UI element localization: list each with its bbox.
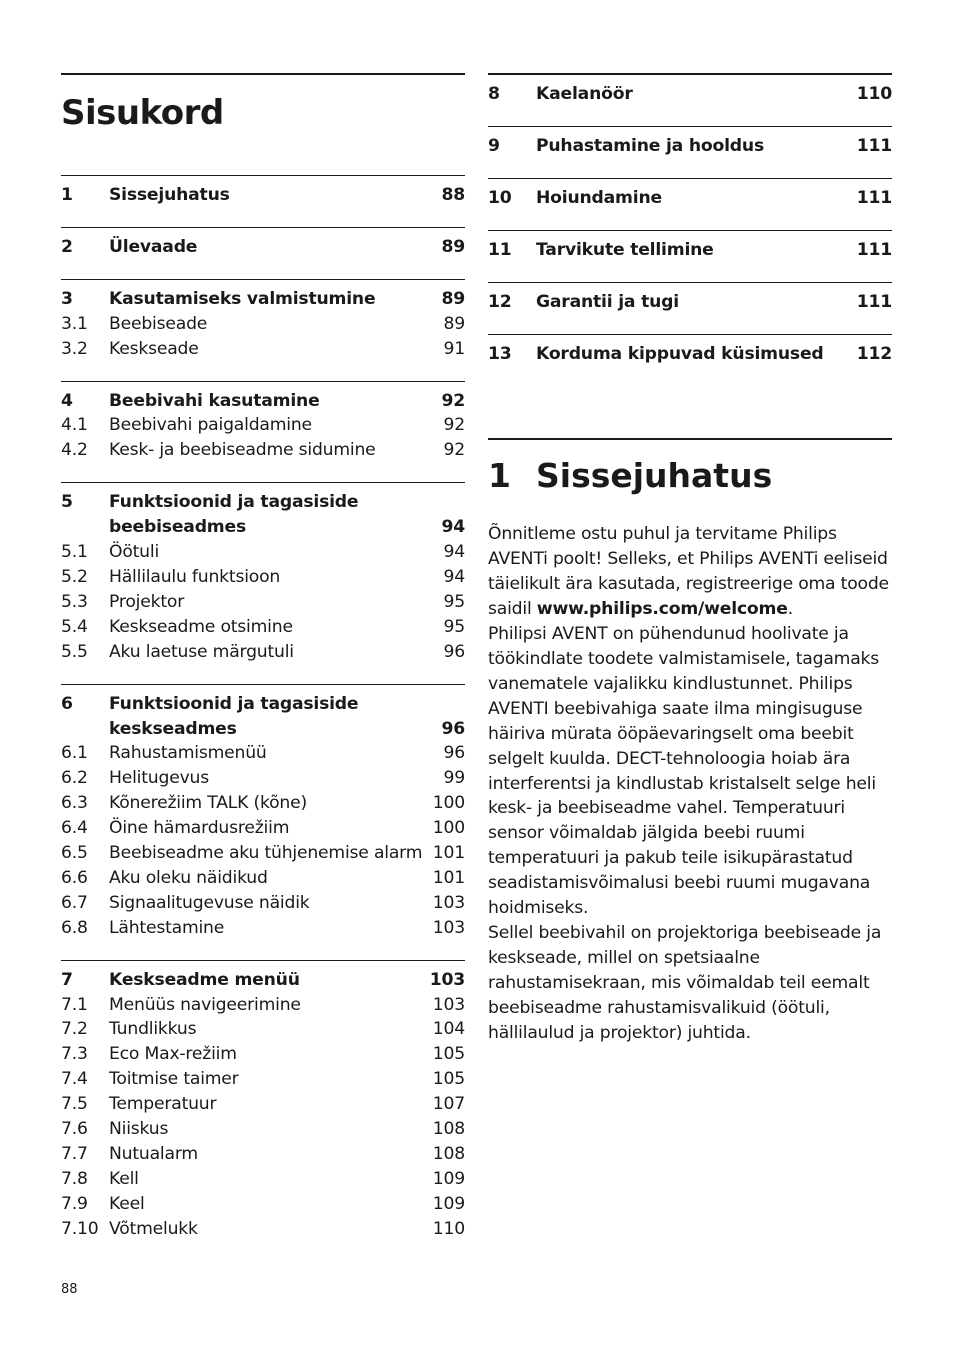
toc-entry-label: Nutualarm	[109, 1144, 198, 1164]
toc-entry-label: Puhastamine ja hooldus	[536, 135, 764, 156]
toc-chapter-entry[interactable]	[61, 183, 465, 208]
toc-subentry[interactable]	[61, 841, 465, 866]
toc-group	[61, 684, 465, 960]
toc-entry-label: Keskseadme menüü	[109, 969, 300, 990]
toc-entry-number: 5.3	[61, 591, 88, 612]
toc-entry-page: 112	[856, 343, 892, 364]
toc-entry-label: Ülevaade	[109, 236, 198, 257]
toc-subentry[interactable]	[61, 438, 465, 463]
toc-group	[61, 175, 465, 227]
toc-entry-page: 111	[856, 291, 892, 312]
toc-entry-label: Kaelanöör	[536, 84, 633, 104]
toc-entry-page: 111	[856, 187, 892, 208]
toc-entry-page: 94	[443, 566, 465, 587]
paragraph-3: Sellel beebivahil on projektoriga beebiseade ja keskseade, millel on spetsiaalne rahustamisekraan, mis võimaldab teil eemalt beebiseadme rahustamisvalikuid (öötuli, hällilaulud ja projektor) juhtida.	[488, 922, 882, 1043]
toc-entry-number: 3.2	[61, 338, 88, 359]
toc-right-column	[488, 73, 892, 1045]
toc-subentry[interactable]	[61, 741, 465, 766]
toc-entry-label: Helitugevus	[109, 768, 209, 789]
toc-entry-number: 9	[488, 135, 500, 156]
toc-entry-label: Tundlikkus	[109, 1019, 197, 1040]
toc-entry-label: Kõnerežiim TALK (kõne)	[109, 793, 308, 814]
toc-entry-label: Aku laetuse märgutuli	[109, 641, 294, 662]
toc-entry-number: 7.5	[61, 1094, 88, 1115]
toc-entry-label: Beebivahi kasutamine	[109, 390, 320, 411]
toc-entry-page: 91	[443, 338, 465, 359]
toc-group	[61, 482, 465, 683]
toc-entry-page: 100	[432, 793, 465, 814]
toc-entry-number: 6.6	[61, 867, 88, 888]
toc-entry-number: 6.5	[61, 843, 88, 864]
toc-entry-label: Võtmelukk	[109, 1218, 198, 1239]
toc-entry-page: 89	[443, 313, 465, 334]
toc-entry-number: 5.2	[61, 566, 88, 587]
toc-chapter-entry[interactable]	[61, 235, 465, 260]
toc-entry-page: 99	[443, 768, 465, 789]
toc-group	[61, 381, 465, 483]
toc-entry-label: Beebiseadme aku tühjenemise alarm	[109, 843, 423, 864]
toc-subentry[interactable]	[61, 640, 465, 665]
toc-entry-page: 89	[441, 288, 465, 309]
toc-chapter-entry-continued[interactable]	[61, 515, 465, 540]
toc-entry-page: 110	[432, 1218, 465, 1239]
toc-entry-label: Kell	[109, 1168, 139, 1189]
toc-entry-page: 101	[432, 867, 465, 888]
toc-entry-page: 104	[432, 1019, 465, 1040]
page-number: 88	[61, 1282, 78, 1297]
toc-entry-label: Rahustamismenüü	[109, 743, 267, 764]
toc-entry-number: 5.1	[61, 542, 88, 563]
section-title: Sissejuhatus	[536, 456, 773, 496]
section-number: 1	[488, 456, 511, 496]
toc-entry-label: Hällilaulu funktsioon	[109, 566, 281, 587]
toc-entry-label: Öine hämardusrežiim	[109, 818, 290, 839]
toc-title: Sisukord	[61, 93, 224, 133]
toc-group	[488, 230, 892, 282]
toc-group	[61, 227, 465, 279]
toc-subentry[interactable]	[61, 337, 465, 362]
toc-entry-page: 103	[432, 917, 465, 938]
toc-entry-label: Beebivahi paigaldamine	[109, 415, 312, 436]
toc-chapter-entry[interactable]	[488, 290, 892, 315]
toc-entry-number: 7	[61, 969, 73, 990]
toc-entry-page: 100	[432, 818, 465, 839]
welcome-link[interactable]: www.philips.com/welcome	[536, 599, 788, 620]
toc-entry-label: Garantii ja tugi	[536, 291, 679, 312]
toc-entry-label: Kesk- ja beebiseadme sidumine	[109, 440, 376, 461]
toc-entry-label: Projektor	[109, 591, 185, 612]
toc-entry-label: Aku oleku näidikud	[109, 867, 268, 888]
toc-entry-label: Funktsioonid ja tagasiside	[109, 693, 359, 714]
toc-subentry[interactable]	[61, 590, 465, 615]
toc-entry-page: 103	[429, 969, 465, 990]
toc-entry-number: 4.2	[61, 440, 88, 461]
toc-entry-label: beebiseadmes	[109, 517, 246, 538]
toc-entry-number: 6.2	[61, 768, 88, 789]
toc-entry-page: 111	[856, 135, 892, 156]
toc-entry-page: 101	[432, 843, 465, 864]
toc-entry-label: Keskseade	[109, 338, 199, 359]
toc-group	[61, 279, 465, 381]
intro-suffix: .	[787, 599, 793, 620]
toc-entry-number: 1	[61, 185, 73, 205]
toc-subentry[interactable]	[61, 816, 465, 841]
toc-entry-label: Menüüs navigeerimine	[109, 994, 301, 1015]
toc-entry-number: 4.1	[61, 415, 88, 436]
toc-entry-label: Tarvikute tellimine	[536, 239, 714, 260]
toc-right-entries	[488, 73, 892, 385]
toc-entry-number: 7.8	[61, 1168, 88, 1189]
toc-entry-label: Beebiseade	[109, 313, 208, 334]
toc-entry-page: 96	[441, 718, 465, 739]
toc-entry-page: 109	[432, 1193, 465, 1214]
toc-entry-page: 107	[432, 1094, 465, 1115]
toc-chapter-entry[interactable]	[61, 287, 465, 312]
toc-entry-page: 105	[432, 1069, 465, 1090]
toc-entry-page: 95	[443, 591, 465, 612]
toc-group	[488, 73, 892, 126]
toc-left-column	[61, 73, 465, 1261]
toc-chapter-entry[interactable]	[61, 389, 465, 414]
toc-entry-page: 96	[443, 743, 465, 764]
toc-subentry[interactable]	[61, 891, 465, 916]
toc-entry-number: 2	[61, 236, 73, 257]
toc-subentry[interactable]	[61, 565, 465, 590]
toc-subentry[interactable]	[61, 615, 465, 640]
toc-entry-label: Funktsioonid ja tagasiside	[109, 492, 359, 513]
toc-entry-page: 109	[432, 1168, 465, 1189]
toc-entry-label: Eco Max-režiim	[109, 1044, 237, 1065]
toc-entry-number: 6.8	[61, 917, 88, 938]
toc-chapter-entry[interactable]	[488, 134, 892, 159]
toc-subentry[interactable]	[61, 1042, 465, 1067]
toc-entry-number: 7.10	[61, 1218, 99, 1239]
toc-entry-number: 5.4	[61, 616, 88, 637]
toc-entry-page: 103	[432, 994, 465, 1015]
toc-entry-number: 3.1	[61, 313, 88, 334]
toc-entry-page: 103	[432, 892, 465, 913]
toc-entry-label: Lähtestamine	[109, 917, 225, 938]
toc-entry-page: 94	[443, 542, 465, 563]
toc-chapter-entry-continued[interactable]	[61, 717, 465, 742]
toc-entry-number: 6.3	[61, 793, 88, 814]
intro-text: Õnnitleme ostu puhul ja tervitame Philips AVENTi poolt! Selleks, et Philips AVENTi eeliseid täielikult ära kasutada, registreerige oma toode saidil	[488, 524, 889, 620]
toc-entry-number: 5	[61, 492, 73, 513]
toc-chapter-entry[interactable]	[61, 692, 465, 717]
toc-entry-label: Keel	[109, 1193, 145, 1214]
toc-entry-number: 12	[488, 291, 512, 312]
toc-chapter-entry[interactable]	[61, 490, 465, 515]
toc-entry-page: 108	[432, 1119, 465, 1140]
toc-subentry[interactable]	[61, 916, 465, 941]
toc-entry-number: 7.4	[61, 1069, 88, 1090]
toc-chapter-entry[interactable]	[488, 82, 892, 107]
toc-entry-page: 108	[432, 1144, 465, 1164]
toc-entry-number: 7.1	[61, 994, 88, 1015]
toc-entry-number: 6	[61, 693, 73, 714]
toc-group	[488, 334, 892, 386]
toc-entry-number: 11	[488, 239, 512, 260]
toc-subentry[interactable]	[61, 1142, 465, 1167]
toc-subentry[interactable]	[61, 312, 465, 337]
toc-chapter-entry[interactable]	[488, 186, 892, 211]
toc-entry-label: Keskseadme otsimine	[109, 616, 293, 637]
paragraph-2: Philipsi AVENT on pühendunud hoolivate ja töökindlate toodete valmistamisele, tagamaks vanematele vajalikku kindlustunnet. Philips AVENTI beebivahiga saate ilma mingisuguse häiriva mürata ööpäevaringselt oma beebit selgelt kuulda. DECT-tehnoloogia hoiab ära interferentsi ja kindlustab kristalselt selge heli kesk- ja beebiseadme vahel. Temperatuuri sensor võimaldab jälgida beebi ruumi temperatuuri ja pakub teile isikupärastatud seadistamisvõimalusi beebi ruumi mugavana hoidmiseks.	[488, 624, 880, 919]
toc-subentry[interactable]	[61, 413, 465, 438]
toc-entry-page: 92	[443, 440, 465, 461]
toc-entry-page: 110	[856, 84, 892, 104]
toc-entry-number: 7.6	[61, 1119, 88, 1140]
toc-entry-label: Temperatuur	[109, 1094, 217, 1115]
toc-entry-number: 7.3	[61, 1044, 88, 1065]
toc-entry-label: Signaalitugevuse näidik	[109, 892, 310, 913]
section-heading	[488, 440, 892, 522]
toc-entry-page: 88	[441, 185, 465, 205]
toc-chapter-entry[interactable]	[488, 342, 892, 367]
toc-entry-number: 6.4	[61, 818, 88, 839]
toc-chapter-entry[interactable]	[488, 238, 892, 263]
toc-subentry[interactable]	[61, 866, 465, 891]
toc-entry-number: 8	[488, 84, 500, 104]
toc-entry-number: 5.5	[61, 641, 88, 662]
toc-subentry[interactable]	[61, 766, 465, 791]
toc-entry-number: 6.1	[61, 743, 88, 764]
toc-entry-number: 4	[61, 390, 73, 411]
toc-subentry[interactable]	[61, 1192, 465, 1217]
toc-entry-page: 89	[441, 236, 465, 257]
toc-subentry[interactable]	[61, 1117, 465, 1142]
toc-entry-page: 92	[441, 390, 465, 411]
toc-entry-label: Hoiundamine	[536, 187, 662, 208]
toc-entry-label: Kasutamiseks valmistumine	[109, 288, 376, 309]
toc-entry-number: 10	[488, 187, 512, 208]
toc-entry-page: 96	[443, 641, 465, 662]
toc-subentry[interactable]	[61, 993, 465, 1018]
toc-chapter-entry[interactable]	[61, 968, 465, 993]
toc-entry-number: 13	[488, 343, 512, 364]
toc-entry-number: 6.7	[61, 892, 88, 913]
toc-entry-label: Sissejuhatus	[109, 185, 230, 205]
toc-entry-page: 111	[856, 239, 892, 260]
toc-entry-number: 7.9	[61, 1193, 88, 1214]
toc-entry-label: Toitmise taimer	[109, 1069, 239, 1090]
toc-entry-label: Niiskus	[109, 1119, 169, 1140]
toc-entry-page: 105	[432, 1044, 465, 1065]
toc-group	[488, 126, 892, 178]
toc-entry-page: 94	[441, 517, 465, 538]
toc-group	[61, 960, 465, 1261]
toc-entry-number: 7.2	[61, 1019, 88, 1040]
toc-subentry[interactable]	[61, 791, 465, 816]
toc-group	[488, 178, 892, 230]
toc-subentry[interactable]	[61, 1217, 465, 1242]
toc-subentry[interactable]	[61, 540, 465, 565]
toc-entry-label: keskseadmes	[109, 718, 237, 739]
toc-subentry[interactable]	[61, 1092, 465, 1117]
toc-subentry[interactable]	[61, 1067, 465, 1092]
toc-subentry[interactable]	[61, 1167, 465, 1192]
toc-entry-page: 92	[443, 415, 465, 436]
toc-entry-label: Öötuli	[109, 542, 160, 563]
toc-entry-number: 7.7	[61, 1144, 88, 1164]
toc-subentry[interactable]	[61, 1017, 465, 1042]
toc-group	[488, 282, 892, 334]
toc-entry-label: Korduma kippuvad küsimused	[536, 343, 824, 364]
toc-entry-page: 95	[443, 616, 465, 637]
toc-entry-number: 3	[61, 288, 73, 309]
intro-paragraph	[488, 522, 892, 622]
section-body	[488, 522, 892, 1045]
toc-left-groups	[61, 175, 465, 1261]
